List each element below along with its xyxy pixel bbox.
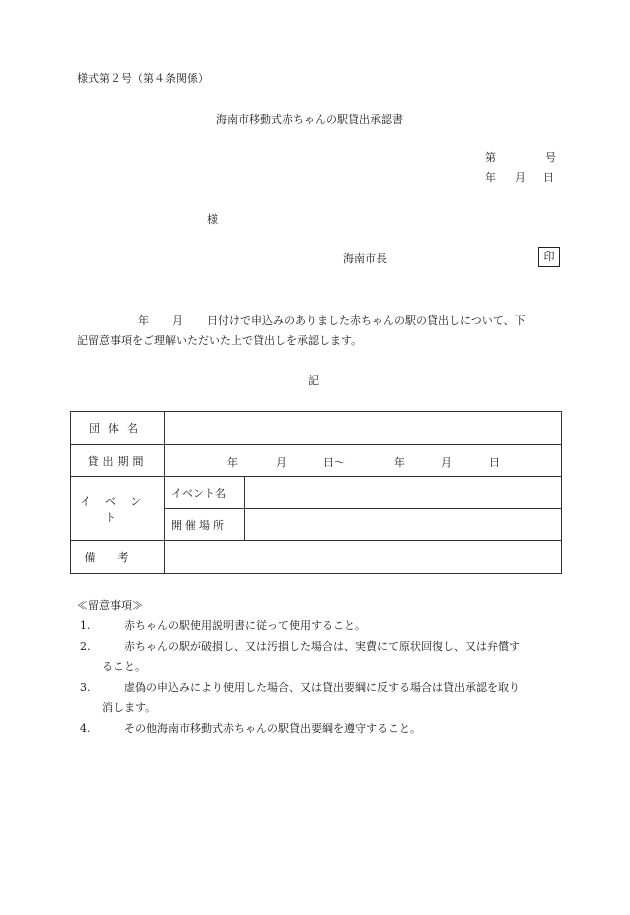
body-month: 月: [172, 314, 183, 327]
venue-label: 開催場所: [165, 509, 245, 541]
period-year-2: 年: [394, 456, 405, 469]
notes-heading: ≪留意事項≫: [77, 599, 143, 612]
row-event-name: [71, 477, 562, 509]
remarks-value[interactable]: [165, 541, 562, 574]
note-2-text-cont: ること。: [102, 660, 146, 673]
remarks-label: 備考: [71, 541, 165, 574]
period-month-2: 月: [441, 456, 452, 469]
date-year: 年: [485, 171, 496, 184]
body-line2: 記留意事項をご理解いただいた上で貸出しを承認します。: [77, 334, 363, 347]
addressee-suffix: 様: [207, 213, 218, 226]
body-year: 年: [138, 314, 149, 327]
period-day-2: 日: [489, 456, 500, 469]
note-3-num: 3.: [80, 681, 91, 694]
note-1-text: 赤ちゃんの駅使用説明書に従って使用すること。: [124, 619, 366, 632]
org-name-value[interactable]: [165, 412, 562, 445]
row-org-name: [71, 412, 562, 445]
note-1-num: 1.: [80, 619, 91, 632]
note-2-text: 赤ちゃんの駅が破損し、又は汚損した場合は、実費にて原状回復し、又は弁償す: [124, 640, 520, 653]
period-day-1: 日～: [323, 456, 345, 469]
event-name-value[interactable]: [245, 477, 562, 509]
form-number: 様式第２号（第４条関係）: [77, 72, 209, 85]
row-remarks: [71, 541, 562, 574]
period-value[interactable]: [165, 445, 562, 477]
period-month-1: 月: [276, 456, 287, 469]
period-label: 貸出期間: [71, 445, 165, 477]
rental-details-table: [70, 411, 562, 574]
seal-box: 印: [538, 247, 560, 267]
row-period: [71, 445, 562, 477]
note-4-num: 4.: [80, 722, 91, 735]
note-2-num: 2.: [80, 640, 91, 653]
ki-marker: 記: [308, 374, 319, 387]
document-title: 海南市移動式赤ちゃんの駅貸出承認書: [216, 113, 403, 126]
venue-value[interactable]: [245, 509, 562, 541]
number-dai: 第: [485, 151, 496, 164]
note-3-text: 虚偽の申込みにより使用した場合、又は貸出要綱に反する場合は貸出承認を取り: [124, 681, 520, 694]
number-go: 号: [545, 151, 556, 164]
event-name-label: イベント名: [165, 477, 245, 509]
issuer: 海南市長: [343, 252, 387, 265]
event-label: イベント: [71, 477, 165, 541]
period-year-1: 年: [227, 456, 238, 469]
body-line1: 日付けで申込みのありました赤ちゃんの駅の貸出しについて、下: [207, 314, 526, 327]
date-month: 月: [515, 171, 526, 184]
note-3-text-cont: 消します。: [102, 701, 157, 714]
org-name-label: 団体名: [71, 412, 165, 445]
date-day: 日: [543, 171, 554, 184]
note-4-text: その他海南市移動式赤ちゃんの駅貸出要綱を遵守すること。: [124, 722, 421, 735]
